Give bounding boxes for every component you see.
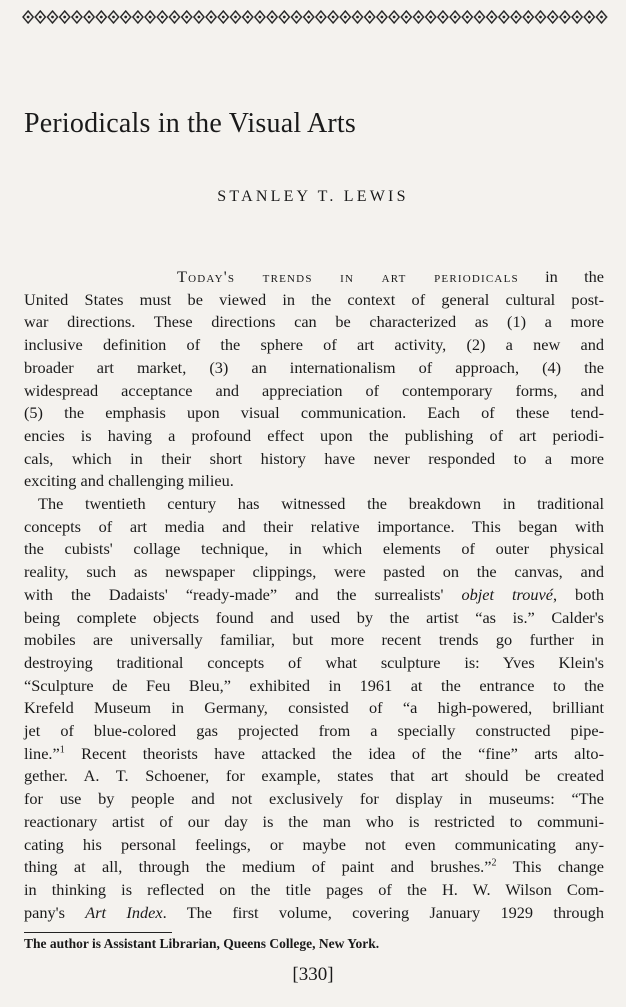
article-title: Periodicals in the Visual Arts [24,108,356,139]
body-line: in thinking is reflected on the title pages of the H. W. Wilson Com- [24,879,604,899]
page-number: [330] [292,964,334,985]
body-line: for use by people and not exclusively for display in museums: “The [24,789,604,809]
body-line: being complete objects found and used by the artist “as is.” Calder's [24,607,604,627]
body-line: with the Dadaists' “ready-made” and the surrealists' objet trouvé, both [24,584,604,604]
body-line: (5) the emphasis upon visual communication. Each of these tend- [24,403,604,423]
body-line: mobiles are universally familiar, but more recent trends go further in [24,630,604,650]
author-footnote: The author is Assistant Librarian, Queens College, New York. [24,936,380,951]
opening-small-caps: Today's trends in art periodicals [177,267,519,286]
article-author: STANLEY T. LEWIS [217,188,409,205]
body-line: thing at all, through the medium of paint and brushes.”$^2$ This change [24,857,604,877]
decorative-border-ornament [22,10,608,24]
body-line: reality, such as newspaper clippings, were pasted on the canvas, and [24,562,604,582]
body-line: Today's trends in art periodicals in the [177,267,604,286]
body-line: exciting and challenging milieu. [24,471,234,491]
body-line: widespread acceptance and appreciation of contemporary forms, and [24,380,604,400]
body-line: “Sculpture de Feu Bleu,” exhibited in 1961 at the entrance to the [24,675,604,695]
body-line: United States must be viewed in the context of general cultural post- [24,289,604,309]
body-line: reactionary artist of our day is the man who is restricted to communi- [24,811,604,831]
body-line: war directions. These directions can be characterized as (1) a more [24,312,604,332]
body-line: the cubists' collage technique, in which elements of outer physical [24,539,604,559]
body-line: inclusive definition of the sphere of art activity, (2) a new and [24,335,604,355]
body-line: encies is having a profound effect upon the publishing of art periodi- [24,425,604,445]
body-line: cals, which in their short history have never responded to a more [24,448,604,468]
body-line: broader art market, (3) an internationalism of approach, (4) the [24,357,604,377]
body-line: pany's Art Index. The first volume, covering January 1929 through [24,902,604,922]
body-line: concepts of art media and their relative importance. This began with [24,516,604,536]
footnote-ref: 2 [491,857,497,869]
italic-term: objet trouvé [461,584,553,604]
body-line: destroying traditional concepts of what sculpture is: Yves Klein's [24,652,604,672]
italic-term: Art Index [85,902,163,922]
body-line: line.”$^1$ Recent theorists have attacked the idea of the “fine” arts alto- [24,743,604,763]
footnote-ref: 1 [59,744,65,756]
body-line: jet of blue-colored gas projected from a specially constructed pipe- [24,721,604,741]
body-line: cating his personal feelings, or maybe not even communicating any- [24,834,604,854]
article-body [24,266,604,924]
body-line: gether. A. T. Schoener, for example, states that art should be created [24,766,604,786]
body-line: Krefeld Museum in Germany, consisted of “a high-powered, brilliant [24,698,604,718]
body-line: The twentieth century has witnessed the breakdown in traditional [38,494,604,514]
footnote-divider [24,932,172,933]
